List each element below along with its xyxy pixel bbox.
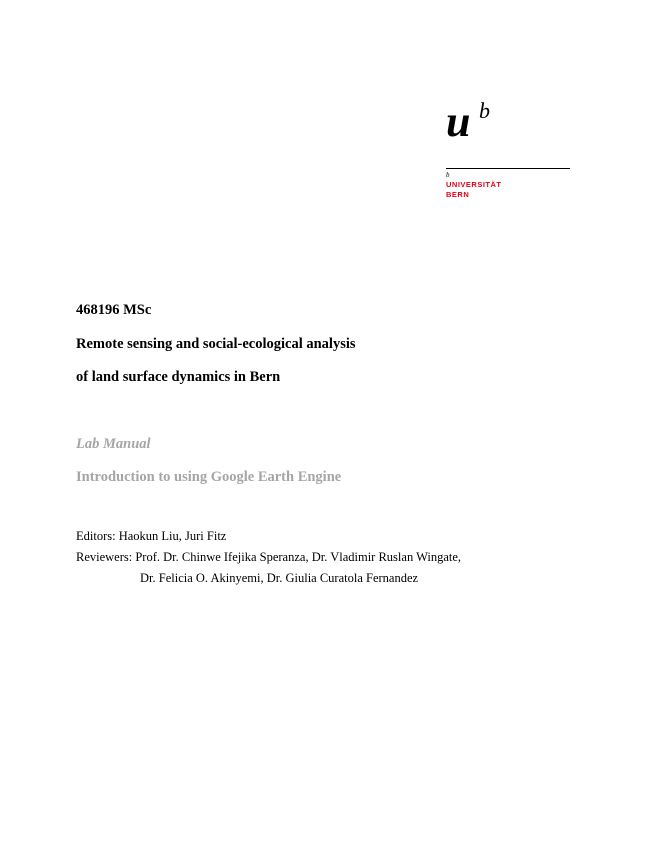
- logo-divider: [446, 168, 570, 169]
- editors-line: Editors: Haokun Liu, Juri Fitz: [76, 529, 227, 543]
- course-title-line1: Remote sensing and social-ecological analysis: [76, 336, 356, 352]
- logo-small-mark: b: [446, 171, 450, 179]
- course-code: 468196 MSc: [76, 302, 152, 318]
- reviewers-line1: Reviewers: Prof. Dr. Chinwe Ifejika Speranza, Dr. Vladimir Ruslan Wingate,: [76, 550, 462, 564]
- logo-city-text: BERN: [446, 190, 470, 199]
- logo-university-text: UNIVERSITÄT: [446, 180, 502, 189]
- university-logo: [446, 97, 570, 202]
- logo-mark-superscript: b: [479, 98, 490, 123]
- logo-mark: u: [446, 97, 471, 146]
- reviewers-line2: Dr. Felicia O. Akinyemi, Dr. Giulia Curatola Fernandez: [140, 571, 419, 585]
- manual-subtitle: Introduction to using Google Earth Engine: [76, 469, 342, 485]
- course-title-line2: of land surface dynamics in Bern: [76, 369, 281, 385]
- manual-type: Lab Manual: [76, 436, 151, 452]
